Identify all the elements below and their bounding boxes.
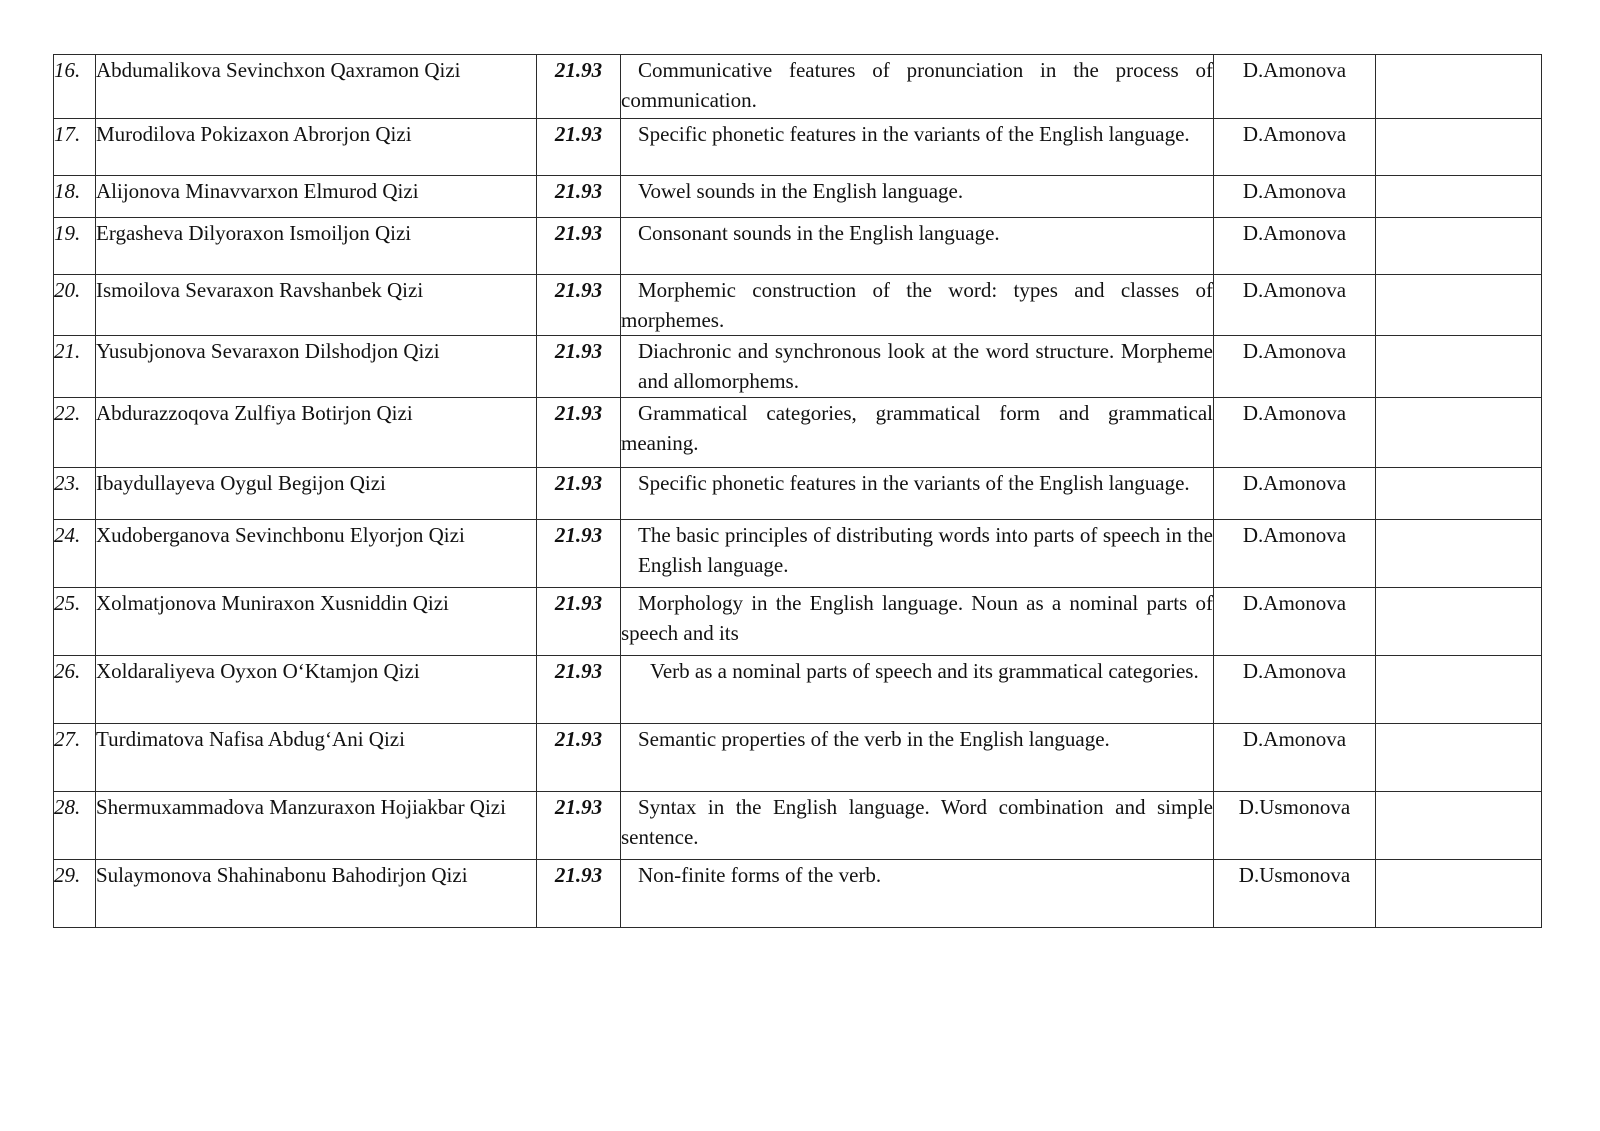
thesis-topic-text: Verb as a nominal parts of speech and its grammatical categories. [650, 659, 1199, 683]
row-number: 26. [54, 656, 96, 724]
student-name: Alijonova Minavvarxon Elmurod Qizi [96, 176, 537, 218]
specialty-code: 21.93 [537, 176, 621, 218]
empty-cell [1376, 398, 1542, 468]
row-number: 16. [54, 55, 96, 119]
thesis-topic-text: Morphology in the English language. Noun as a nominal parts of speech and its [621, 591, 1213, 645]
thesis-topic-text: Morphemic construction of the word: types and classes of morphemes. [621, 278, 1213, 332]
thesis-topic-text: Syntax in the English language. Word combination and simple sentence. [621, 795, 1213, 849]
table-row [54, 724, 1542, 792]
specialty-code: 21.93 [537, 336, 621, 398]
student-name: Ergasheva Dilyoraxon Ismoiljon Qizi [96, 218, 537, 275]
supervisor-name: D.Amonova [1214, 119, 1376, 176]
student-name: Ibaydullayeva Oygul Begijon Qizi [96, 468, 537, 520]
thesis-topic [621, 275, 1214, 336]
row-number: 17. [54, 119, 96, 176]
thesis-topic [621, 398, 1214, 468]
specialty-code: 21.93 [537, 55, 621, 119]
thesis-topic [621, 55, 1214, 119]
student-name: Ismoilova Sevaraxon Ravshanbek Qizi [96, 275, 537, 336]
empty-cell [1376, 55, 1542, 119]
row-number: 21. [54, 336, 96, 398]
empty-cell [1376, 792, 1542, 860]
supervisor-name: D.Amonova [1214, 468, 1376, 520]
empty-cell [1376, 119, 1542, 176]
table-row [54, 588, 1542, 656]
specialty-code: 21.93 [537, 520, 621, 588]
empty-cell [1376, 468, 1542, 520]
row-number: 20. [54, 275, 96, 336]
student-name: Abdurazzoqova Zulfiya Botirjon Qizi [96, 398, 537, 468]
thesis-topic [621, 792, 1214, 860]
supervisor-name: D.Amonova [1214, 520, 1376, 588]
thesis-topic-text: Grammatical categories, grammatical form and grammatical meaning. [621, 401, 1213, 455]
table-row [54, 860, 1542, 928]
thesis-topic [621, 860, 1214, 928]
thesis-topic [621, 588, 1214, 656]
student-name: Shermuxammadova Manzuraxon Hojiakbar Qizi [96, 792, 537, 860]
supervisor-name: D.Amonova [1214, 275, 1376, 336]
table-row [54, 275, 1542, 336]
empty-cell [1376, 520, 1542, 588]
specialty-code: 21.93 [537, 792, 621, 860]
supervisor-name: D.Amonova [1214, 218, 1376, 275]
specialty-code: 21.93 [537, 468, 621, 520]
supervisor-name: D.Amonova [1214, 656, 1376, 724]
row-number: 28. [54, 792, 96, 860]
supervisor-name: D.Amonova [1214, 336, 1376, 398]
student-name: Turdimatova Nafisa Abdug‘Ani Qizi [96, 724, 537, 792]
thesis-topic-text: Diachronic and synchronous look at the word structure. Morpheme and allomorphems. [638, 339, 1213, 393]
thesis-topic [621, 520, 1214, 588]
student-name: Xudoberganova Sevinchbonu Elyorjon Qizi [96, 520, 537, 588]
table-row [54, 176, 1542, 218]
thesis-topic-text: The basic principles of distributing words into parts of speech in the English language. [638, 523, 1213, 577]
specialty-code: 21.93 [537, 398, 621, 468]
thesis-topics-table [53, 54, 1542, 928]
row-number: 24. [54, 520, 96, 588]
thesis-topic-text: Communicative features of pronunciation in the process of communication. [621, 58, 1213, 112]
table-row [54, 55, 1542, 119]
table-row [54, 336, 1542, 398]
empty-cell [1376, 275, 1542, 336]
supervisor-name: D.Amonova [1214, 176, 1376, 218]
thesis-topic [621, 218, 1214, 275]
student-name: Xolmatjonova Muniraxon Xusniddin Qizi [96, 588, 537, 656]
specialty-code: 21.93 [537, 218, 621, 275]
thesis-topic [621, 176, 1214, 218]
specialty-code: 21.93 [537, 275, 621, 336]
thesis-topic-text: Specific phonetic features in the variants of the English language. [638, 471, 1190, 495]
specialty-code: 21.93 [537, 860, 621, 928]
empty-cell [1376, 860, 1542, 928]
thesis-topic-text: Specific phonetic features in the variants of the English language. [638, 122, 1190, 146]
thesis-topic-text: Non-finite forms of the verb. [638, 863, 882, 887]
thesis-topic [621, 724, 1214, 792]
thesis-topic-text: Consonant sounds in the English language. [638, 221, 1000, 245]
empty-cell [1376, 724, 1542, 792]
row-number: 18. [54, 176, 96, 218]
thesis-topic [621, 336, 1214, 398]
student-name: Abdumalikova Sevinchxon Qaxramon Qizi [96, 55, 537, 119]
table-row [54, 119, 1542, 176]
thesis-topic [621, 119, 1214, 176]
student-name: Yusubjonova Sevaraxon Dilshodjon Qizi [96, 336, 537, 398]
row-number: 19. [54, 218, 96, 275]
thesis-topic-text: Semantic properties of the verb in the English language. [638, 727, 1110, 751]
supervisor-name: D.Usmonova [1214, 792, 1376, 860]
supervisor-name: D.Amonova [1214, 724, 1376, 792]
student-name: Xoldaraliyeva Oyxon O‘Ktamjon Qizi [96, 656, 537, 724]
supervisor-name: D.Amonova [1214, 398, 1376, 468]
table-row [54, 218, 1542, 275]
specialty-code: 21.93 [537, 656, 621, 724]
row-number: 29. [54, 860, 96, 928]
row-number: 22. [54, 398, 96, 468]
specialty-code: 21.93 [537, 119, 621, 176]
row-number: 27. [54, 724, 96, 792]
row-number: 25. [54, 588, 96, 656]
specialty-code: 21.93 [537, 724, 621, 792]
supervisor-name: D.Usmonova [1214, 860, 1376, 928]
table-row [54, 520, 1542, 588]
empty-cell [1376, 656, 1542, 724]
table-row [54, 468, 1542, 520]
table-row [54, 398, 1542, 468]
student-name: Sulaymonova Shahinabonu Bahodirjon Qizi [96, 860, 537, 928]
specialty-code: 21.93 [537, 588, 621, 656]
supervisor-name: D.Amonova [1214, 588, 1376, 656]
table-row [54, 792, 1542, 860]
supervisor-name: D.Amonova [1214, 55, 1376, 119]
thesis-topic [621, 468, 1214, 520]
empty-cell [1376, 176, 1542, 218]
empty-cell [1376, 588, 1542, 656]
empty-cell [1376, 336, 1542, 398]
student-name: Murodilova Pokizaxon Abrorjon Qizi [96, 119, 537, 176]
thesis-topic [621, 656, 1214, 724]
table-row [54, 656, 1542, 724]
row-number: 23. [54, 468, 96, 520]
empty-cell [1376, 218, 1542, 275]
thesis-topic-text: Vowel sounds in the English language. [638, 179, 964, 203]
